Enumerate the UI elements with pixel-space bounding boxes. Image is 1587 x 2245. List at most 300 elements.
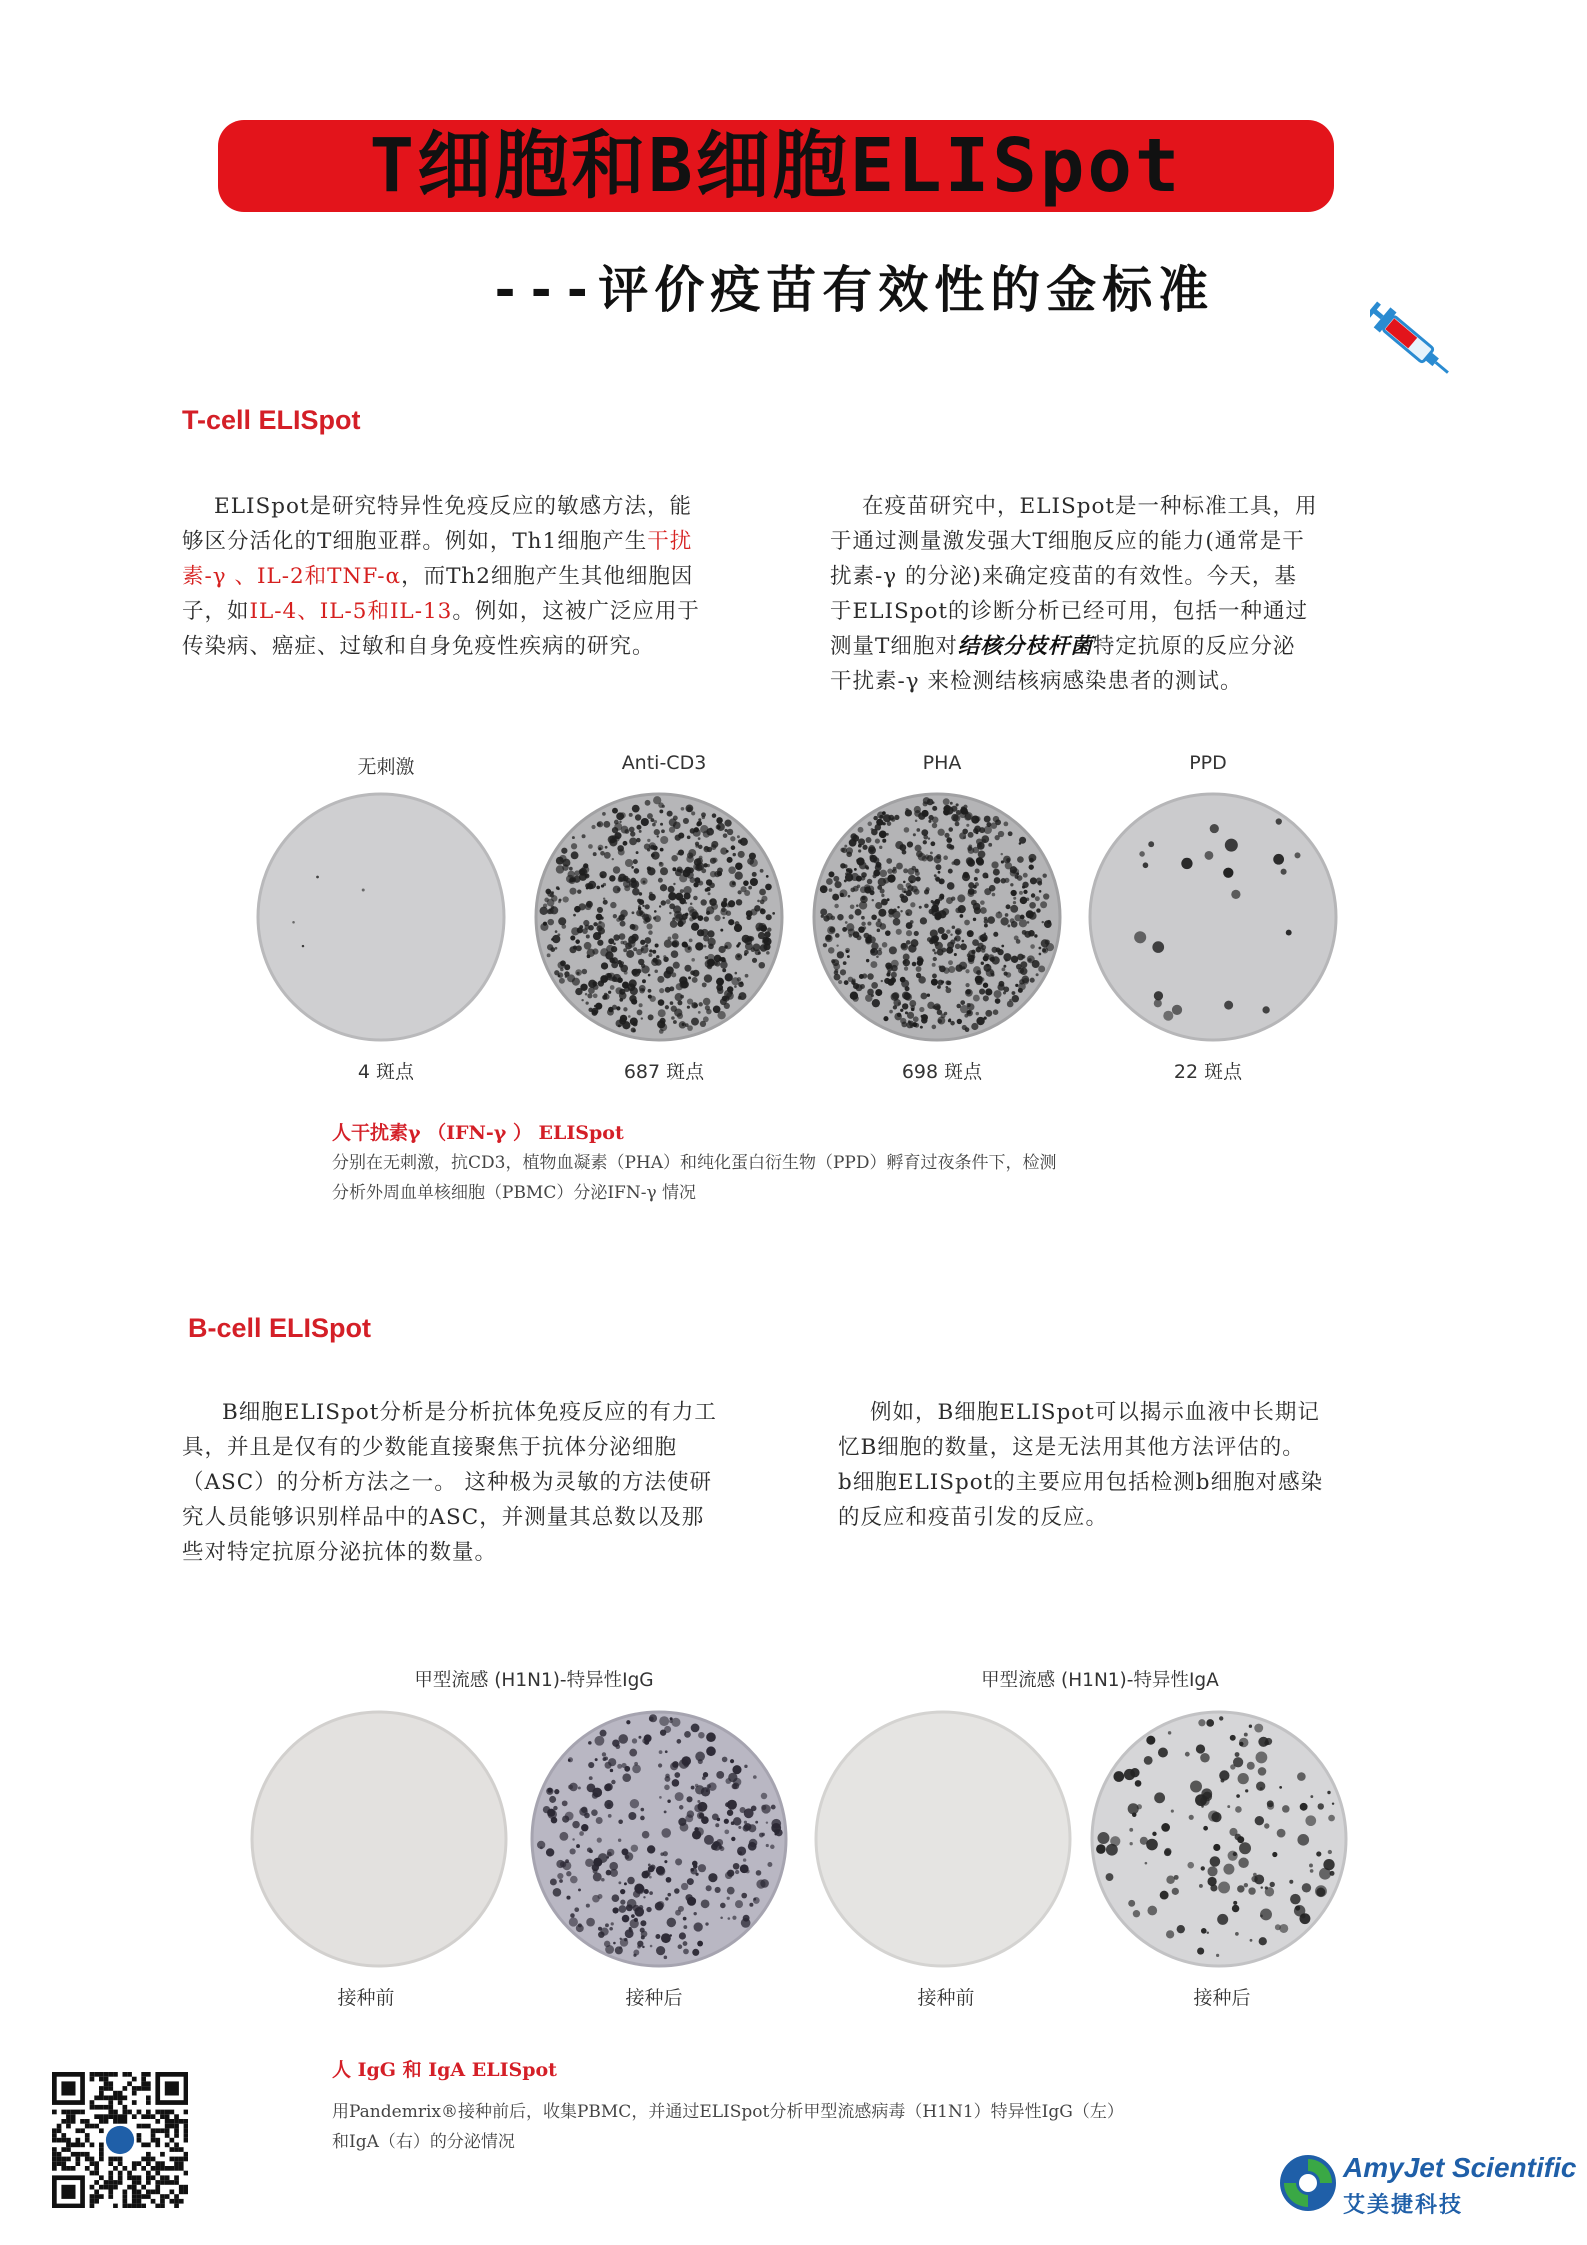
spot xyxy=(634,868,640,874)
spot xyxy=(944,833,949,838)
spot xyxy=(687,1810,694,1817)
spot xyxy=(641,1017,643,1019)
spot xyxy=(720,929,723,932)
spot xyxy=(1022,955,1026,959)
spot xyxy=(549,908,551,910)
spot xyxy=(767,1862,772,1867)
spot xyxy=(871,828,874,831)
spot xyxy=(687,835,691,839)
spot xyxy=(1249,1725,1252,1728)
spot xyxy=(593,982,596,985)
elispot-well-anti-cd3 xyxy=(534,792,784,1042)
spot xyxy=(731,977,739,985)
tcell-heading: T-cell ELISpot xyxy=(182,405,361,435)
dish-label: PHA xyxy=(922,752,962,774)
spot xyxy=(617,845,624,852)
spot xyxy=(959,962,967,970)
spot xyxy=(1014,875,1018,879)
spot xyxy=(672,867,676,871)
spot xyxy=(561,848,567,854)
spot xyxy=(605,1923,609,1927)
spot xyxy=(648,1014,654,1020)
spot xyxy=(659,1029,664,1034)
spot xyxy=(588,844,593,849)
spot xyxy=(760,899,765,904)
spot xyxy=(619,933,626,940)
spot xyxy=(981,962,984,965)
text-line: ELISpot是研究特异性免疫反应的敏感方法，能 xyxy=(214,494,693,519)
spot xyxy=(1233,1757,1243,1767)
spot xyxy=(1017,856,1024,863)
spot xyxy=(1006,904,1011,909)
spot xyxy=(879,846,882,849)
spot xyxy=(932,973,937,978)
spot xyxy=(985,988,992,995)
spot xyxy=(844,845,847,848)
spot xyxy=(550,1879,557,1886)
spot xyxy=(698,1011,701,1014)
spot xyxy=(984,1017,987,1020)
highlight-text: 干扰 xyxy=(647,529,693,554)
spot xyxy=(605,1762,612,1769)
spot xyxy=(1134,931,1146,943)
spot xyxy=(1225,839,1238,852)
spot xyxy=(593,1858,602,1867)
spot xyxy=(608,1814,612,1818)
spot xyxy=(554,1789,559,1794)
spot xyxy=(657,835,659,837)
spot xyxy=(596,914,603,921)
spot xyxy=(1146,1736,1155,1745)
well-graphic xyxy=(256,792,506,1042)
spot xyxy=(1001,853,1003,855)
spot xyxy=(1258,1767,1267,1776)
spot xyxy=(910,920,914,924)
spot xyxy=(903,881,906,884)
spot xyxy=(1038,947,1041,950)
spot xyxy=(660,848,664,852)
spot xyxy=(758,932,765,939)
spot xyxy=(694,1804,702,1812)
spot xyxy=(861,876,866,881)
spot xyxy=(896,863,903,870)
spot xyxy=(659,1750,663,1754)
spot xyxy=(834,970,839,975)
spot xyxy=(670,1001,674,1005)
spot xyxy=(876,921,882,927)
spot xyxy=(934,952,937,955)
spot xyxy=(543,904,547,908)
spot xyxy=(1012,991,1016,995)
spot xyxy=(660,867,668,875)
spot xyxy=(923,840,927,844)
spot xyxy=(612,836,616,840)
spot xyxy=(1213,1844,1220,1851)
spot xyxy=(675,1792,684,1801)
spot xyxy=(1129,1828,1133,1832)
spot xyxy=(659,905,661,907)
spot xyxy=(664,1956,668,1960)
spot xyxy=(666,899,671,904)
spot xyxy=(727,1897,730,1900)
spot xyxy=(937,1017,945,1025)
spot xyxy=(676,1739,681,1744)
spot xyxy=(1152,941,1164,953)
spot xyxy=(735,972,738,975)
spot xyxy=(1219,1770,1229,1780)
spot xyxy=(618,1881,621,1884)
spot xyxy=(715,1823,719,1827)
spot xyxy=(1146,1839,1158,1851)
spot xyxy=(704,916,709,921)
spot xyxy=(556,886,559,889)
spot xyxy=(628,1015,631,1018)
spot xyxy=(1029,912,1037,920)
spot xyxy=(840,889,848,897)
spot xyxy=(1256,1752,1268,1764)
spot xyxy=(605,846,608,849)
spot xyxy=(630,831,635,836)
spot xyxy=(770,1845,775,1850)
spot xyxy=(1036,973,1039,976)
spot xyxy=(570,1876,578,1884)
spot xyxy=(771,1819,781,1829)
spot xyxy=(1174,1875,1179,1880)
spot xyxy=(722,1757,728,1763)
spot xyxy=(566,1871,571,1876)
spot xyxy=(639,1003,643,1007)
well-graphic xyxy=(1090,1710,1348,1968)
spot xyxy=(938,829,945,836)
spot xyxy=(835,881,842,888)
spot xyxy=(585,874,590,879)
spot xyxy=(730,1759,734,1763)
spot xyxy=(601,962,608,969)
spot xyxy=(666,1877,672,1883)
spot xyxy=(1289,1880,1293,1884)
spot xyxy=(738,1826,741,1829)
spot xyxy=(540,923,548,931)
spot xyxy=(724,1003,730,1009)
spot xyxy=(860,984,865,989)
spot xyxy=(995,819,1001,825)
spot xyxy=(991,861,998,868)
spot xyxy=(679,1021,686,1028)
spot xyxy=(1166,1930,1174,1938)
spot xyxy=(554,970,559,975)
spot xyxy=(892,870,895,873)
spot xyxy=(1106,1873,1114,1881)
spot xyxy=(946,837,952,843)
spot xyxy=(766,914,772,920)
spot xyxy=(612,858,614,860)
spot xyxy=(1247,1762,1255,1770)
spot xyxy=(639,830,642,833)
spot xyxy=(664,1726,671,1733)
spot xyxy=(579,869,585,875)
spot xyxy=(881,894,884,897)
spot xyxy=(932,806,937,811)
spot xyxy=(1265,1887,1274,1896)
spot-count: 698 斑点 xyxy=(901,1061,983,1083)
spot xyxy=(865,865,869,869)
spot xyxy=(903,868,908,873)
spot xyxy=(893,918,901,926)
spot xyxy=(902,850,907,855)
spot xyxy=(629,813,633,817)
spot xyxy=(984,816,991,823)
spot xyxy=(693,864,699,870)
spot xyxy=(1039,890,1042,893)
spot xyxy=(950,845,954,849)
spot xyxy=(1310,1795,1313,1798)
spot xyxy=(1020,961,1027,968)
spot xyxy=(597,1838,602,1843)
spot xyxy=(1130,1768,1139,1777)
spot xyxy=(1207,1877,1216,1886)
spot xyxy=(1007,1001,1014,1008)
spot xyxy=(941,980,944,983)
spot xyxy=(964,920,970,926)
spot xyxy=(929,939,934,944)
spot xyxy=(630,1919,639,1928)
spot xyxy=(1224,1001,1233,1010)
spot xyxy=(1004,878,1009,883)
spot xyxy=(1235,1932,1239,1936)
spot xyxy=(1267,1800,1274,1807)
brand-name: AmyJet Scientific xyxy=(1343,2152,1577,2183)
spot xyxy=(1205,851,1214,860)
spot xyxy=(644,1870,651,1877)
spot xyxy=(921,1017,927,1023)
spot xyxy=(1001,917,1009,925)
highlight-text: 素-γ 、IL-2和TNF-α xyxy=(182,564,402,589)
spot xyxy=(645,944,648,947)
spot xyxy=(619,989,625,995)
spot xyxy=(586,1918,595,1927)
spot xyxy=(647,867,655,875)
spot xyxy=(640,1920,646,1926)
spot xyxy=(996,947,1001,952)
spot xyxy=(1260,1909,1272,1921)
spot xyxy=(655,1934,660,1939)
spot xyxy=(1237,1885,1244,1892)
spot xyxy=(1305,1815,1316,1826)
spot xyxy=(708,1782,717,1791)
spot xyxy=(965,1027,970,1032)
spot xyxy=(573,914,576,917)
spot xyxy=(566,1896,570,1900)
spot xyxy=(733,1863,740,1870)
spot xyxy=(1239,1842,1251,1854)
spot xyxy=(562,864,568,870)
spot xyxy=(761,1793,767,1799)
spot xyxy=(1019,891,1023,895)
spot xyxy=(949,1018,952,1021)
spot xyxy=(1013,901,1016,904)
spot xyxy=(593,1872,602,1881)
spot xyxy=(744,950,749,955)
spot xyxy=(823,943,827,947)
spot xyxy=(572,1821,580,1829)
spot xyxy=(1236,1794,1240,1798)
spot xyxy=(905,1011,908,1014)
spot xyxy=(583,863,588,868)
spot xyxy=(570,1913,575,1918)
spot xyxy=(601,1878,605,1882)
spot xyxy=(659,1796,662,1799)
spot xyxy=(741,886,747,892)
spot xyxy=(743,1858,746,1861)
spot xyxy=(698,845,702,849)
spot xyxy=(740,838,748,846)
spot xyxy=(889,946,897,954)
spot xyxy=(707,954,715,962)
spot xyxy=(644,843,650,849)
spot xyxy=(851,980,856,985)
bcell-heading: B-cell ELISpot xyxy=(188,1313,372,1343)
spot xyxy=(598,927,605,934)
spot xyxy=(640,878,647,885)
spot xyxy=(651,851,659,859)
spot xyxy=(639,892,643,896)
elispot-well-igg-post xyxy=(530,1710,788,1968)
spot xyxy=(649,1876,652,1879)
spot xyxy=(840,969,846,975)
spot xyxy=(920,1026,923,1029)
spot xyxy=(973,918,976,921)
spot xyxy=(741,1893,747,1899)
spot xyxy=(681,980,689,988)
spot xyxy=(671,972,676,977)
spot xyxy=(644,937,651,944)
spot xyxy=(706,1732,716,1742)
spot xyxy=(1218,1882,1230,1894)
text-line: （ASC）的分析方法之一。 这种极为灵敏的方法使研 xyxy=(182,1470,713,1495)
spot xyxy=(649,949,652,952)
spot xyxy=(968,888,975,895)
spot xyxy=(916,966,922,972)
spot xyxy=(966,858,974,866)
spot xyxy=(975,869,980,874)
spot xyxy=(631,998,637,1004)
tcell-right-paragraph xyxy=(830,489,1390,699)
spot xyxy=(915,820,918,823)
spot xyxy=(931,979,938,986)
spot xyxy=(712,813,717,818)
spot xyxy=(893,909,897,913)
spot xyxy=(633,1029,636,1032)
spot xyxy=(649,894,656,901)
bcell-right-paragraph xyxy=(838,1395,1398,1535)
spot xyxy=(1233,1852,1237,1856)
spot xyxy=(661,829,665,833)
spot xyxy=(622,1021,630,1029)
spot xyxy=(740,981,743,984)
spot xyxy=(1027,921,1030,924)
spot xyxy=(848,895,851,898)
spot xyxy=(578,1888,581,1891)
spot xyxy=(902,888,907,893)
spot xyxy=(584,1813,590,1819)
spot xyxy=(737,955,740,958)
spot xyxy=(635,814,641,820)
spot xyxy=(576,1844,580,1848)
spot xyxy=(620,1938,622,1940)
spot xyxy=(662,805,665,808)
spot xyxy=(968,958,974,964)
spot xyxy=(684,965,691,972)
spot xyxy=(738,996,742,1000)
spot xyxy=(767,927,771,931)
spot xyxy=(977,858,985,866)
bcell-left-paragraph xyxy=(182,1395,802,1570)
tcell-caption-title: 人干扰素γ （IFN-γ ） ELISpot xyxy=(332,1122,624,1144)
syringe-icon xyxy=(1370,300,1460,394)
spot xyxy=(576,945,582,951)
spot xyxy=(728,900,735,907)
spot xyxy=(1235,1806,1242,1813)
spot xyxy=(1309,1864,1313,1868)
spot xyxy=(1019,979,1024,984)
caption-line: 和IgA（右）的分泌情况 xyxy=(332,2132,515,2152)
spot xyxy=(687,1025,693,1031)
spot xyxy=(855,909,862,916)
text-line: 具，并且是仅有的少数能直接聚焦于抗体分泌细胞 xyxy=(182,1435,678,1460)
spot xyxy=(744,1765,747,1768)
spot xyxy=(930,851,933,854)
spot xyxy=(640,1816,645,1821)
spot xyxy=(725,1778,731,1784)
spot xyxy=(939,894,944,899)
spot xyxy=(671,1006,677,1012)
spot xyxy=(850,833,857,840)
spot xyxy=(718,946,725,953)
spot xyxy=(757,900,760,903)
spot xyxy=(697,821,702,826)
dish-label: Anti-CD3 xyxy=(621,752,707,774)
spot xyxy=(618,1734,628,1744)
spot xyxy=(609,1927,613,1931)
spot xyxy=(962,873,970,881)
spot xyxy=(901,943,907,949)
spot xyxy=(674,1888,680,1894)
spot xyxy=(627,1877,635,1885)
spot xyxy=(933,957,937,961)
spot xyxy=(945,980,950,985)
spot xyxy=(918,812,925,819)
spot xyxy=(594,1005,597,1008)
spot xyxy=(859,974,864,979)
spot xyxy=(557,1873,563,1879)
spot xyxy=(1145,1862,1148,1865)
spot xyxy=(711,844,717,850)
spot xyxy=(867,922,871,926)
spot xyxy=(758,962,765,969)
spot xyxy=(1018,967,1024,973)
spot xyxy=(1029,864,1034,869)
spot xyxy=(1273,854,1284,865)
spot xyxy=(883,822,886,825)
spot xyxy=(669,827,675,833)
spot xyxy=(858,844,862,848)
well-graphic xyxy=(534,792,784,1042)
spot xyxy=(587,883,593,889)
spot xyxy=(1023,890,1027,894)
spot xyxy=(546,1848,554,1856)
spot xyxy=(967,1003,974,1010)
spot xyxy=(570,935,575,940)
